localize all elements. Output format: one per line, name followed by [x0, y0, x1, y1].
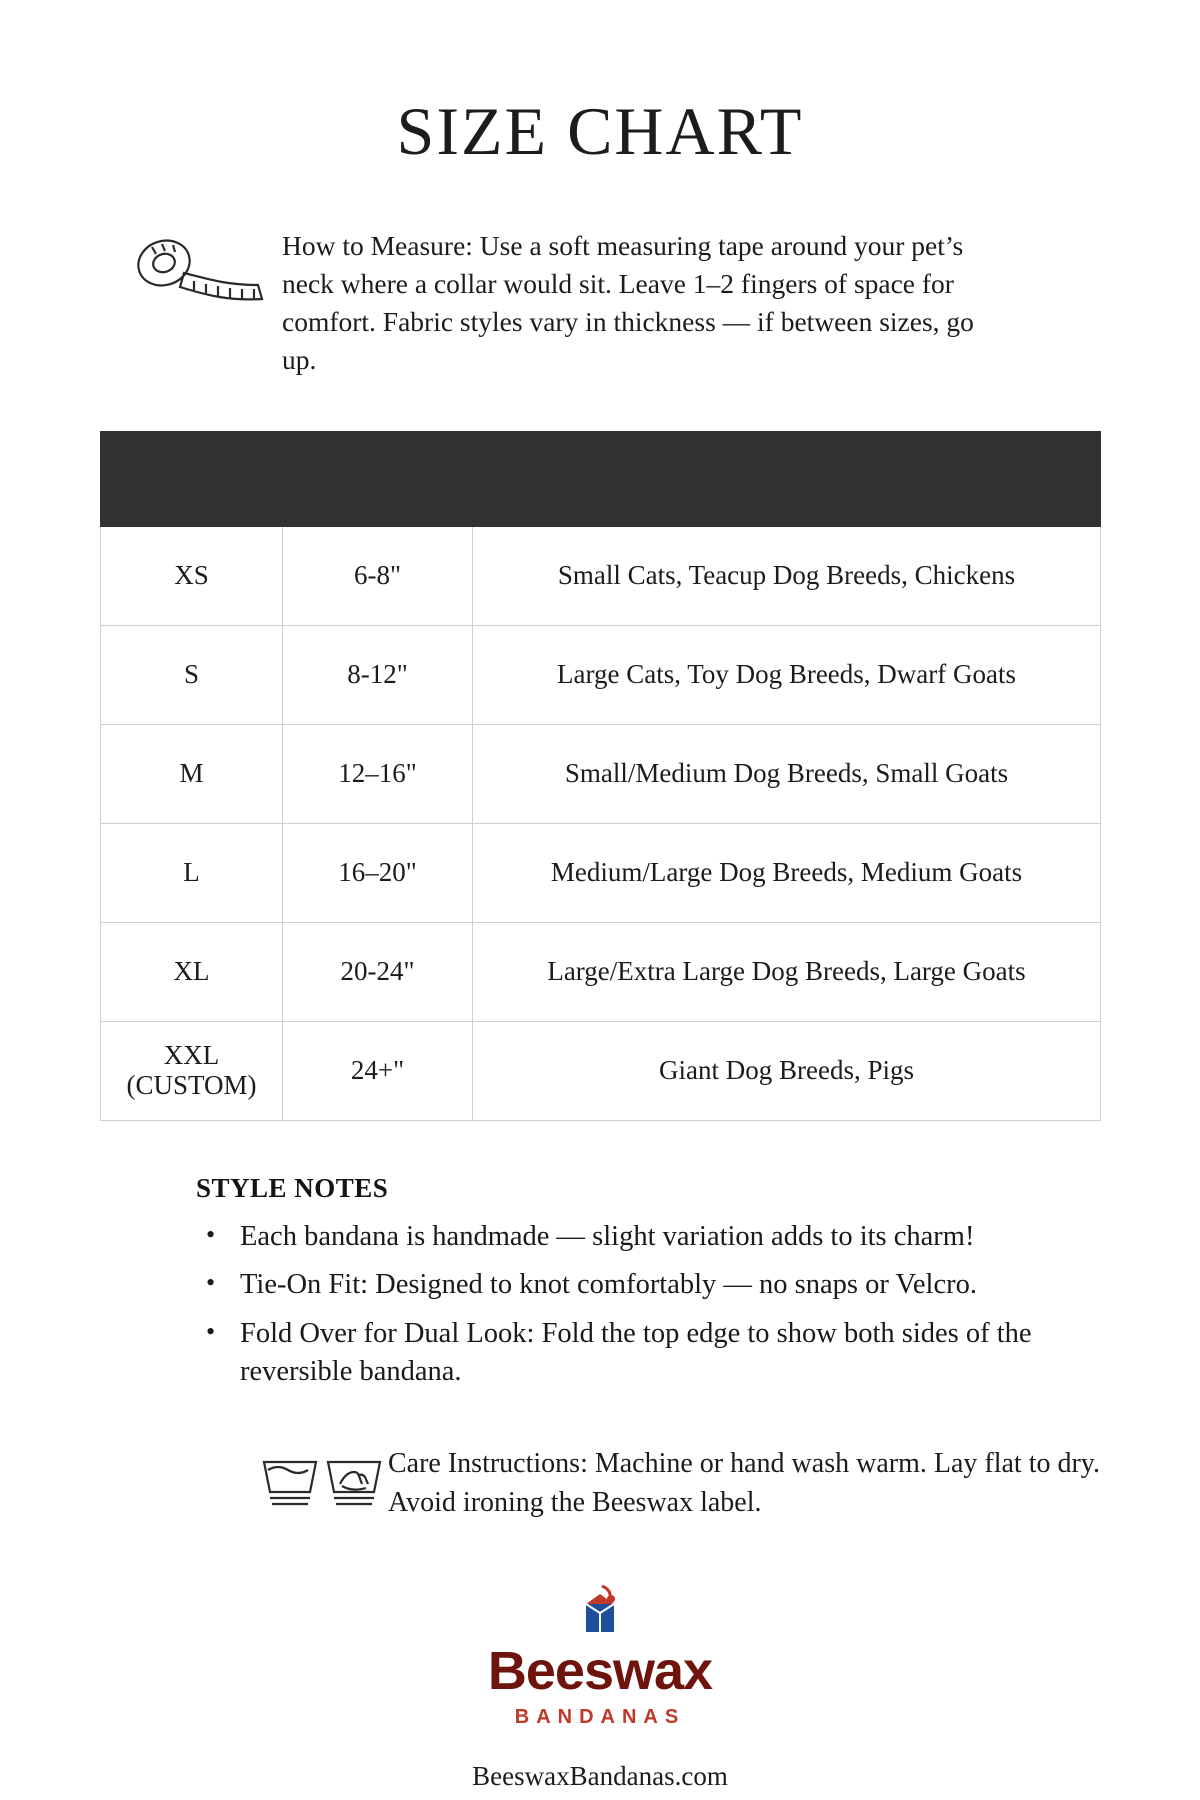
table-body [101, 526, 1101, 1120]
table-row [101, 625, 1101, 724]
list-item: • Tie-On Fit: Designed to knot comfortably — no snaps or Velcro. [240, 1266, 1100, 1304]
wash-tub-icon [264, 1462, 316, 1504]
cell-neck: 16–20" [283, 823, 473, 922]
table-row [101, 526, 1101, 625]
cell-fits: Small/Medium Dog Breeds, Small Goats [473, 724, 1101, 823]
cell-size: XS [101, 526, 283, 625]
cell-fits: Large Cats, Toy Dog Breeds, Dwarf Goats [473, 625, 1101, 724]
table-row [101, 1021, 1101, 1120]
list-item: • Each bandana is handmade — slight variation adds to its charm! [240, 1218, 1100, 1256]
cell-neck: 6-8" [283, 526, 473, 625]
table-row [101, 922, 1101, 1021]
column-header-neck [283, 431, 473, 526]
style-notes-heading: STYLE NOTES [196, 1172, 389, 1203]
table-header-row [101, 431, 1101, 526]
cell-fits: Small Cats, Teacup Dog Breeds, Chickens [473, 526, 1101, 625]
list-item: • Fold Over for Dual Look: Fold the top edge to show both sides of the reversible bandana. [240, 1315, 1100, 1392]
hand-wash-icon [328, 1462, 380, 1504]
bee-box-icon [572, 1584, 628, 1642]
logo-wordmark: Beeswax [487, 1641, 713, 1701]
brand-logo [100, 1584, 1100, 1729]
cell-neck: 8-12" [283, 625, 473, 724]
cell-size: L [101, 823, 283, 922]
cell-neck: 20-24" [283, 922, 473, 1021]
logo-subtext: BANDANAS [514, 1706, 686, 1728]
measuring-tape-icon [122, 227, 282, 328]
column-header-size [101, 431, 283, 526]
cell-neck: 24+" [283, 1021, 473, 1120]
cell-fits: Medium/Large Dog Breeds, Medium Goats [473, 823, 1101, 922]
website-url: BeeswaxBandanas.com [472, 1761, 728, 1791]
column-header-fits [473, 431, 1101, 526]
cell-size: XL [101, 922, 283, 1021]
care-instructions-text: Care Instructions: Machine or hand wash warm. Lay flat to dry. Avoid ironing the Beeswax label. [388, 1447, 1100, 1518]
cell-size: M [101, 724, 283, 823]
cell-neck: 12–16" [283, 724, 473, 823]
cell-fits: Giant Dog Breeds, Pigs [473, 1021, 1101, 1120]
table-row [101, 823, 1101, 922]
how-to-measure-section [100, 227, 1100, 379]
care-instructions-section [100, 1444, 1100, 1522]
style-notes-list [100, 1218, 1100, 1392]
size-table [100, 431, 1101, 1121]
how-to-measure-text: How to Measure: Use a soft measuring tape around your pet’s neck where a collar would sit. Leave 1–2 fingers of space for comfort. Fabric styles vary in thickness — if between sizes, go up. [282, 230, 974, 375]
page-title: SIZE CHART [396, 93, 804, 169]
table-row [101, 724, 1101, 823]
cell-fits: Large/Extra Large Dog Breeds, Large Goats [473, 922, 1101, 1021]
cell-size: S [101, 625, 283, 724]
cell-size: XXL (CUSTOM) [101, 1021, 283, 1120]
